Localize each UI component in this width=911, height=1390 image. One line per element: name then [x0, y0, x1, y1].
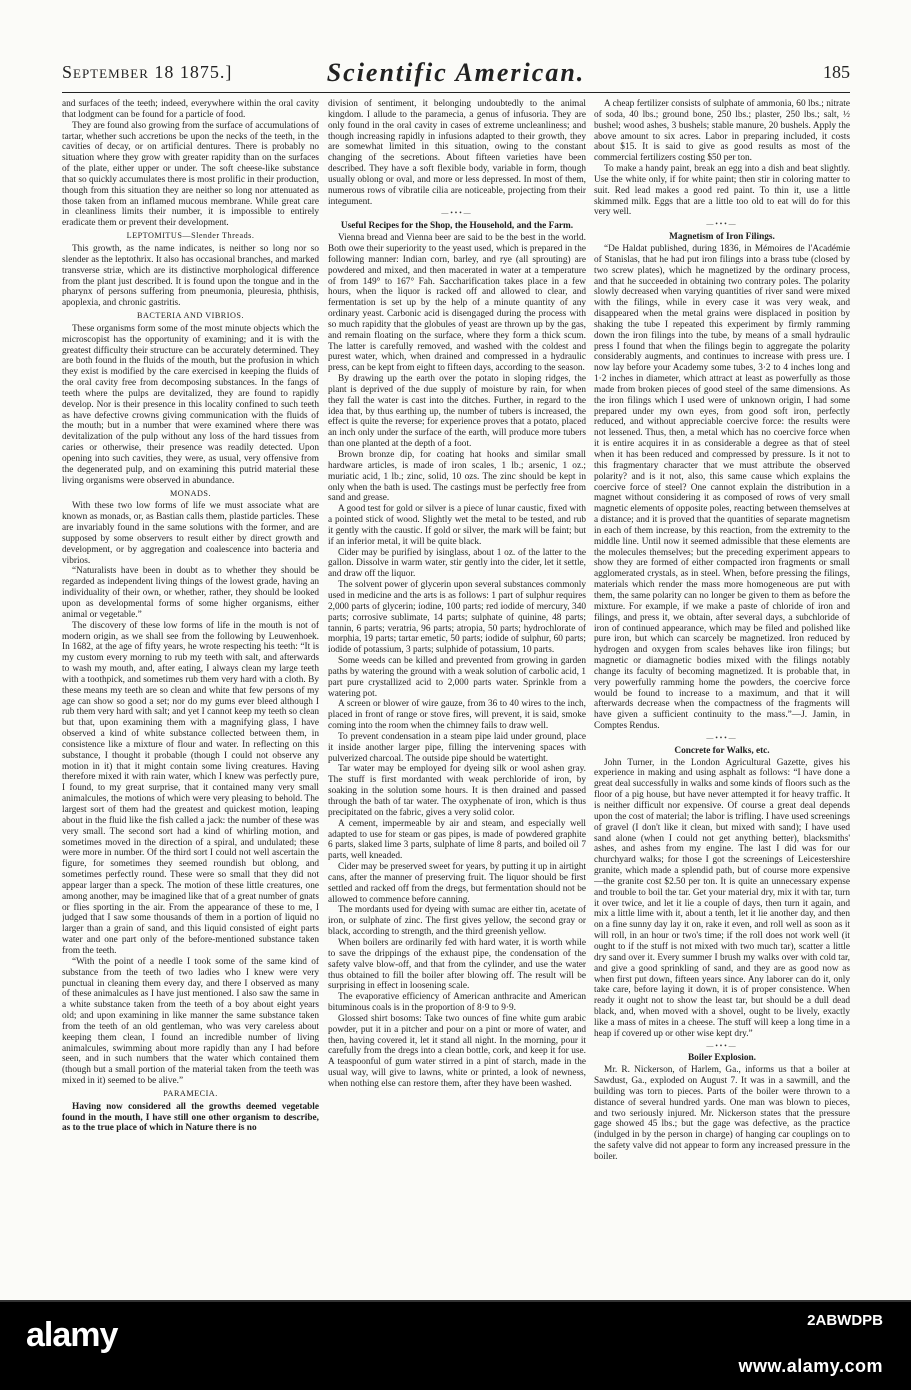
subheading-paramecia: PARAMECIA.: [163, 1088, 218, 1098]
page-number: 185: [823, 62, 850, 82]
paragraph: A cheap fertilizer consists of sulphate of ammonia, 60 lbs.; nitrate of soda, 40 lbs.; ground bone, 250 lbs.; plaster, 250 lbs.; salt, ½ bushel; wood ashes, 3 bushels; stable manure, 20 bushels. Apply the above amount to six acres. Labor in preparing included, it costs about $15. It is said to give as good results as most of the commercial fertilizers costing $50 per ton.: [594, 99, 850, 164]
paragraph: “With the point of a needle I took some of the same kind of substance from the teeth of two ladies who I knew were very punctual in cleaning them every day, and there I observed as many of these animalcules as I have just mentioned. I also saw the same in a white substance taken from the teeth of a boy about eight years old; and upon examining in like manner the same substance taken from the teeth of an old gentleman, who was very careless about keeping them clean, I found an incredible number of living animalcules, swimming about more rapidly than any I had before seen, and in such numbers that the water which contained them (though but a small portion of the material taken from the teeth was mixed in it) seemed to be alive.”: [62, 956, 319, 1087]
subheading-monads: MONADS.: [169, 488, 212, 498]
paragraph: The solvent power of glycerin upon several substances commonly used in medicine and the arts is as follows: 1 part of sulphur requires 2,000 parts of glycerin; iodine, 100 parts; red iodide of mercury, 340 parts; corrosive sublimate, 14 parts; sulphate of quinine, 48 parts; tannin, 6 parts; veratria, 96 parts; atropia, 50 parts; hydrochlorate of morphia, 19 parts; tartar emetic, 50 parts; iodide of sulphur, 60 parts; iodide of potassium, 3 parts; sulphide of potassium, 10 parts.: [328, 580, 586, 656]
paragraph: To make a handy paint, break an egg into a dish and beat slightly. Use the white only, if for white paint; then stir in coloring matter to suit. Red lead makes a good red paint. To thin it, use a little skimmed milk. Eggs that are a little too old to eat will do for this very well.: [594, 164, 850, 218]
paragraph: Tar water may be employed for dyeing silk or wool ashen gray. The stuff is first mordanted with weak perchloride of iron, by soaking in the solution some hours. It is then drained and passed through the bath of tar water. The oxyphenate of iron, which is thus precipitated on the fabric, gives a very solid color.: [328, 764, 586, 818]
paragraph: A good test for gold or silver is a piece of lunar caustic, fixed with a pointed stick of wood. Slightly wet the metal to be tested, and rub it gently with the caustic. If gold or silver, the mark will be faint; but if an inferior metal, it will be quite black.: [328, 504, 586, 547]
paragraph: The mordants used for dyeing with sumac are either tin, acetate of iron, or sulphate of zinc. The first gives yellow, the second gray or black, according to strength, and the third greenish yellow.: [328, 905, 586, 938]
paragraph: The evaporative efficiency of American anthracite and American bituminous coals is in the proportion of 8·9 to 9·9.: [328, 992, 586, 1014]
paragraph: “Naturalists have been in doubt as to whether they should be regarded as independent living things of the lowest grade, having an individuality of their own, or whether, rather, they should be looked upon as developmental forms of some higher organisms, either animal or vegetable.”: [62, 566, 319, 620]
paragraph: To prevent condensation in a steam pipe laid under ground, place it inside another larger pipe, filling the intervening spaces with pulverized charcoal. The outside pipe should be watertight.: [328, 731, 586, 764]
paragraph: The discovery of these low forms of life in the mouth is not of modern origin, as we shall see from the following by Leuwenhoek. In 1682, at the age of fifty years, he wrote respecting his teeth: “It is my custom every morning to rub my teeth with salt, and afterwards to wash my mouth, and, after eating, I always clean my large teeth with a toothpick, and sometimes rub them very hard with a cloth. By these means my teeth are so clean and white that few persons of my age can show so good a set; nor do my gums ever bleed although I rub them very hard with salt; and yet I cannot keep my teeth so clean but that, upon examining them with a magnifying glass, I have observed a kind of white substance collected between them, in consistence like a mixture of flour and water. In reflecting on this substance, I thought it probable (though I could not observe any motion in it) that it might contain some living creatures. Having therefore mixed it with rain water, which I knew was perfectly pure, I found, to my great surprise, that it contained many very small animalcules, the motions of which were very pleasing to behold. The largest sort of them had the greatest and quickest motion, leaping about in the fluid like the fish called a jack: the number of these was very small. The second sort had a kind of whirling motion, and sometimes moved in the direction of a spiral, and undulated; these were more in number. Of the third sort I could not well ascertain the figure, for sometimes they seemed roundish but oblong, and sometimes perfectly round. These were so small that they did not appear larger than a speck. The motion of these little creatures, one among another, may be imagined like that of a great number of gnats or flies sporting in the air. From the appearance of these to me, I judged that I saw some thousands of them in a portion of liquid no larger than a grain of sand, and this liquid consisted of eight parts water and one part only of the before-mentioned substance taken from the teeth.: [62, 620, 319, 956]
column-1: [62, 99, 319, 1261]
paragraph: Some weeds can be killed and prevented from growing in garden paths by watering the ground with a weak solution of carbolic acid, 1 part pure crystallized acid to 2,000 parts water. Sprinkle from a watering pot.: [328, 656, 586, 699]
footer-divider: [0, 1300, 911, 1302]
heading-concrete-walks: Concrete for Walks, etc.: [674, 745, 770, 756]
paragraph: This growth, as the name indicates, is neither so long nor so slender as the leptothrix. It also has occasional branches, and marked transverse striæ, which are its distinctive morphological difference from the plant just described. It is found upon the tongue and in the pharynx of persons suffering from pneumonia, pleuresia, phthisis, apoplexia, and chronic gastritis.: [62, 243, 319, 309]
header-rule: [62, 92, 850, 93]
paragraph: division of sentiment, it belonging undoubtedly to the animal kingdom. I allude to the paramecia, a genus of infusoria. They are only found in the oral cavity in cases of extreme uncleanliness; and though increasing rapidly in infusions adapted to their growth, they are somewhat limited in this situation, owing to the constant changing of the secretions. About fifteen varieties have been described. They have a soft flexible body, variable in form, though usually oblong or oval, and more or less depressed. In most of them, numerous rows of vibratile cilia are noticeable, projecting from their integument.: [328, 99, 586, 207]
paragraph: “De Haldat published, during 1836, in Mémoires de l'Académie of Stanislas, that he had put iron filings into a brass tube (closed by two screw plates), which he magnetized by the ordinary process, and that he succeeded in obtaining two contrary poles. The polarity slowly decreased when varying quantities of river sand were mixed with the filings, while in every case it was very weak, and disappeared when the metal grains were displaced in position by shaking the tube I repeated this experiment by firmly ramming down the iron filings into the tube, by means of a small hydraulic press I found that when the filings begin to aggregate the polarity considerably augments, and continues to increase with press ure. I now lay before your Academy some tubes, 3·2 to 4 inches long and 1·2 inches in diameter, which attract at least as powerfully as those made from broken pieces of good steel of the same dimensions. As the iron filings which I used were of unknown origin, I had some prepared under my own eyes, from good soft iron, perfectly reduced, and without appreciable coercive force: the results were not lessened. Thus, then, a metal which has no coercive force when it is entire acquires it in as considerable a degree as that of steel when it has been reduced and compressed by pressure. Is it not to this fragmentary character that we must attribute the observed polarity? and is it not, also, this same cause which explains the coercive force of steel? One cannot explain the distribution in a magnet without considering it as composed of rows of very small magnetic elements of opposite poles, reacting between themselves at a distance; and it is proved that the quantities of separate magnetism in each of them increase, by this reaction, from the extremity to the middle line. Until now it seemed admissible that these elements are the molecules themselves; but the preceding experiment appears to show they are formed of either compacted iron fragments or small agglomerated crystals, as in steel. When, before pressing the filings, materials which render the mass more homogeneous are put with them, the same polarity can no longer be given to them as before the mixture. For example, if we make a paste of chloride of iron and filings, and press it, we obtain, after several days, a subchloride of iron of continued appearance, which may be filed and polished like pure iron, but which can scarcely be magnetized. Iron reduced by hydrogen and oxygen from scales behaves like iron filings; but magnetic or diamagnetic bodies mixed with the filings notably change its faculty of becoming magnetized. It is probable that, in very powerfully ramming home the powders, the coercive force would be found to increase to a maximum, and that it will afterwards decrease when the compactness of the fragments will have given a sufficient continuity to the mass.”—J. Jamin, in Comptes Rendus.: [594, 243, 850, 732]
publication-title: Scientific American.: [326, 58, 586, 87]
paragraph: By drawing up the earth over the potato in sloping ridges, the plant is deprived of the due supply of moisture by rain, for when they fall the water is cast into the ditches. Further, in regard to the idea that, by thus earthing up, the number of tubers is increased, the effect is quite the reverse; for experience proves that a potato, placed an inch only under the surface of the earth, will produce more tubers than one planted at the depth of a foot.: [328, 374, 586, 450]
paragraph: They are found also growing from the surface of accumulations of tartar, whether such accretions be upon the necks of the teeth, in the cavities of decay, or on artificial dentures. There is probably no situation where they grow with greater rapidity than on the surfaces of the plate, either upper or under. The soft cheese-like substance that so quickly accumulates there is most prolific in their production, though from this situation they are neither so long nor attenuated as those taken from an inflamed mucous membrane. While great care in cleanliness limits their number, it is impossible to entirely eradicate them or prevent their development.: [62, 120, 319, 229]
paragraph: Brown bronze dip, for coating hat hooks and similar small hardware articles, is made of iron scales, 1 lb.; arsenic, 1 oz.; muriatic acid, 1 lb.; zinc, solid, 10 ozs. The zinc should be kept in only when the bath is used. The castings must be perfectly free from sand and grease.: [328, 450, 586, 504]
paragraph: With these two low forms of life we must associate what are known as monads, or, as Bastian calls them, plastide particles. These are invariably found in the same solutions with the former, and are supposed by some observers to result either by direct growth and development, or by aggregation and coalescence into bacteria and vibrios.: [62, 501, 319, 566]
paragraph: These organisms form some of the most minute objects which the microscopist has the opportunity of examining; and it is with the greatest difficulty their structure can be accurately determined. They are both found in the fluids of the mouth, but the profusion in which they exist is modified by the care exercised in keeping the fluids of the oral cavity free from decomposing substances. In the fangs of teeth where the pulps are devitalized, they are found to rapidly develop. Nor is their presence in this locality confined to such teeth as have defective crowns giving communication with the fluids of the mouth; but in a number that were examined where there was devitalization of the pulp without any loss of the hard tissues from caries or otherwise, their presence was readily detected. Upon opening into such cavities, they were, as usual, very offensive from the degenerated pulp, and on examining this putrid material these living organisms were observed in abundance.: [62, 323, 319, 486]
column-2: [328, 99, 586, 1261]
section-ornament: —•••—: [706, 220, 738, 229]
paragraph: A cement, impermeable by air and steam, and especially well adapted to use for steam or gas pipes, is made of powdered graphite 6 parts, slaked lime 3 parts, sulphate of lime 8 parts, and boiled oil 7 parts, well kneaded.: [328, 818, 586, 862]
paragraph: and surfaces of the teeth; indeed, everywhere within the oral cavity that lodgment can be found for a particle of food.: [62, 99, 319, 120]
alamy-logo-text: alamy: [26, 1316, 118, 1354]
paragraph: When boilers are ordinarily fed with hard water, it is worth while to save the drippings of the exhaust pipe, the condensation of the safety valve blow-off, and that from the cylinder, and use the water thus obtained to fill the boiler after blowing off. The result will be surprising in effect in loosening scale.: [328, 937, 586, 992]
heading-boiler-explosion: Boiler Explosion.: [687, 1053, 757, 1064]
paragraph: A screen or blower of wire gauze, from 36 to 40 wires to the inch, placed in front of range or stove fires, will prevent, it is said, smoke coming into the room when the chimney fails to draw well.: [328, 699, 586, 732]
paragraph: Glossed shirt bosoms: Take two ounces of fine white gum arabic powder, put it in a pitcher and pour on a pint or more of water, and then, having covered it, let it stand all night. In the morning, pour it carefully from the dregs into a clean bottle, cork, and keep it for use. A teaspoonful of gum water stirred in a pint of starch, made in the usual way, will give to lawns, white or printed, a look of newness, when nothing else can restore them, after they have been washed.: [328, 1013, 586, 1089]
paragraph: Mr. R. Nickerson, of Harlem, Ga., informs us that a boiler at Sawdust, Ga., exploded on August 7. It was in a sawmill, and the building was torn to pieces. Parts of the boiler were thrown to a distance of several hundred yards. One man was blown to pieces, and two seriously injured. Mr. Nickerson states that the pressure gage showed 45 lbs.; but the gage was defective, as the practice (indulged in by the person in charge) of hanging car couplings on to the safety valve did not appear to form any increased pressure in the boiler.: [594, 1065, 850, 1162]
subheading-leptomitus: LEPTOMITUS—Slender Threads.: [126, 231, 255, 241]
paragraph: Cider may be purified by isinglass, about 1 oz. of the latter to the gallon. Dissolve in warm water, stir gently into the cider, let it settle, and draw off the liquor.: [328, 547, 586, 580]
heading-useful-recipes: Useful Recipes for the Shop, the Household, and the Farm.: [340, 221, 574, 232]
paragraph: Having now considered all the growths deemed vegetable found in the mouth, I have still one other organism to describe, as to the true place of which in Nature there is no: [62, 1101, 319, 1134]
masthead: [62, 58, 850, 92]
paragraph: John Turner, in the London Agricultural Gazette, gives his experience in making and using asphalt as follows: “I have done a great deal successfully in walks and some kinds of floors such as the floor of a pig house, but have never attempted it for heavy traffic. It is neither difficult nor expensive. Of course a great deal depends upon the cost of material; the labor is trifling. I have used screenings of gravel (I don't like it clean, but mixed with sand); I have used sand alone (when I could not get anything better), blacksmiths' ashes, and ashes from my engine. The last I did was for our churchyard walks; for those I got the screenings of Leicestershire granite, which made a splendid path, but of course more expensive—the granite cost $2.50 per ton. It is quite an unnecessary expense and trouble to boil the tar. Get your material dry, mix it with tar, turn it over twice, and let it lie a couple of days, then turn it again, and mix a little lime with it, about a tenth, let it lie another day, and then on a fine sunny day lay it on, rake it even, and roll well as soon as it will roll, in an hour or two's time; if the roll does not work well (it ought to if the stuff is not mixed with two much tar), scatter a little dry sand over it. Every summer I brush my walks over with cold tar, and give a good sprinkling of sand, and they are as good now as when first put down, fifteen years since. Any laborer can do it, only take care, before laying it down, it is of proper consistence. When ready it ought not to show the least tar, but should be a dull dead black, and, when moved with a shovel, ought to be lively, exactly like a mass of mites in a cheese. The stuff will keep a long time in a heap if covered up or other wise kept dry.”: [594, 757, 850, 1039]
image-id: 2ABWDPB: [807, 1312, 883, 1329]
watermark-footer: [0, 1300, 911, 1390]
section-ornament: —•••—: [441, 209, 473, 218]
paragraph: Cider may be preserved sweet for years, by putting it up in airtight cans, after the manner of preserving fruit. The liquor should be first settled and racked off from the dregs, but fermentation should not be allowed to commence before canning.: [328, 862, 586, 905]
section-ornament: —•••—: [706, 1041, 738, 1050]
alamy-logo: [26, 1316, 117, 1355]
section-ornament: —•••—: [706, 733, 738, 742]
issue-date: September 18 1875.]: [62, 62, 233, 82]
column-3: [594, 99, 850, 1261]
heading-magnetism: Magnetism of Iron Filings.: [669, 232, 775, 243]
site-url: www.alamy.com: [738, 1356, 883, 1376]
paragraph: Vienna bread and Vienna beer are said to be the best in the world. Both owe their superiority to the yeast used, which is prepared in the following manner: Indian corn, barley, and rye (all sprouting) are powdered and mixed, and then macerated in water at a temperature of from 149° to 167° Fah. Saccharification takes place in a few hours, when the liquor is racked off and allowed to clear, and fermentation is set up by the help of a minute quantity of any ordinary yeast. Carbonic acid is disengaged during the process with so much rapidity that the globules of yeast are thrown up by the gas, and remain floating on the surface, where they form a thick scum. The latter is carefully removed, and washed with the coldest and purest water, which, when drained and compressed in a hydraulic press, can be kept from eight to fifteen days, according to the season.: [328, 233, 586, 374]
subheading-bacteria: BACTERIA AND VIBRIOS.: [136, 311, 245, 321]
